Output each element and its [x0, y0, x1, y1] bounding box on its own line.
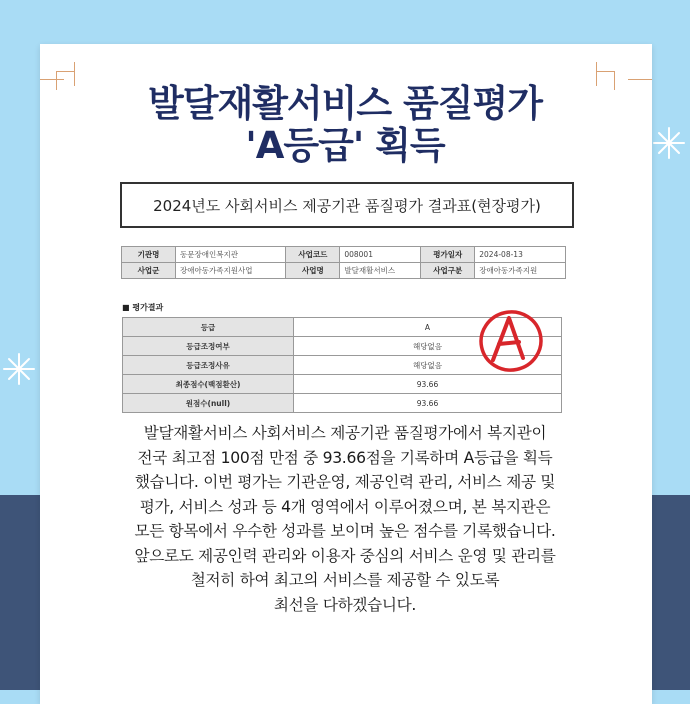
- body-line: 평가, 서비스 성과 등 4개 영역에서 이루어졌으며, 본 복지관은: [139, 497, 551, 516]
- info-label: 사업명: [286, 263, 340, 279]
- institution-info-table: [121, 246, 566, 279]
- result-value: 93.66: [294, 375, 562, 394]
- sparkle-icon: [2, 352, 36, 386]
- result-value: A: [294, 318, 562, 337]
- table-row: [123, 394, 562, 413]
- table-row: [122, 263, 566, 279]
- result-value: 93.66: [294, 394, 562, 413]
- table-row: [123, 375, 562, 394]
- info-label: 사업군: [122, 263, 176, 279]
- sparkle-icon: [652, 126, 686, 160]
- result-label: 등급조정사유: [123, 356, 294, 375]
- info-label: 기관명: [122, 247, 176, 263]
- body-line: 앞으로도 제공인력 관리와 이용자 중심의 서비스 운영 및 관리를: [134, 546, 556, 565]
- corner-ornament: [628, 79, 652, 80]
- result-label: 등급조정여부: [123, 337, 294, 356]
- info-value: 장애아동가족지원: [475, 263, 566, 279]
- result-label: 등급: [123, 318, 294, 337]
- info-label: 사업코드: [286, 247, 340, 263]
- section-title: ■ 평가결과: [122, 303, 164, 312]
- result-value: 해당없음: [294, 337, 562, 356]
- table-row: [122, 247, 566, 263]
- headline-line-1: 발달재활서비스 품질평가: [147, 82, 543, 125]
- body-line: 철저히 하여 최고의 서비스를 제공할 수 있도록: [190, 571, 500, 589]
- body-line: 모든 항목에서 우수한 성과를 보이며 높은 점수를 기록했습니다.: [134, 522, 556, 540]
- body-line: 최선을 다하겠습니다.: [273, 595, 417, 614]
- result-label: 최종점수(백점환산): [123, 375, 294, 394]
- info-value: 2024-08-13: [475, 247, 566, 263]
- headline-line-2: 'A등급' 획득: [245, 124, 445, 167]
- info-value: 동문장애인복지관: [176, 247, 286, 263]
- announcement-body: [90, 421, 600, 617]
- info-label: 사업구분: [421, 263, 475, 279]
- body-line: 전국 최고점 100점 만점 중 93.66점을 기록하며 A등급을 획득: [137, 448, 553, 467]
- info-label: 평가일자: [421, 247, 475, 263]
- info-value: 발달재활서비스: [340, 263, 421, 279]
- body-line: 발달재활서비스 사회서비스 제공기관 품질평가에서 복지관이: [143, 424, 547, 442]
- grade-a-stamp-icon: [477, 306, 545, 374]
- document-title-text: 2024년도 사회서비스 제공기관 품질평가 결과표(현장평가): [153, 196, 541, 215]
- document-title: [120, 182, 574, 228]
- result-value: 해당없음: [294, 356, 562, 375]
- result-label: 원점수(null): [123, 394, 294, 413]
- body-line: 했습니다. 이번 평가는 기관운영, 제공인력 관리, 서비스 제공 및: [134, 473, 556, 491]
- info-value: 장애아동가족지원사업: [176, 263, 286, 279]
- info-value: 008001: [340, 247, 421, 263]
